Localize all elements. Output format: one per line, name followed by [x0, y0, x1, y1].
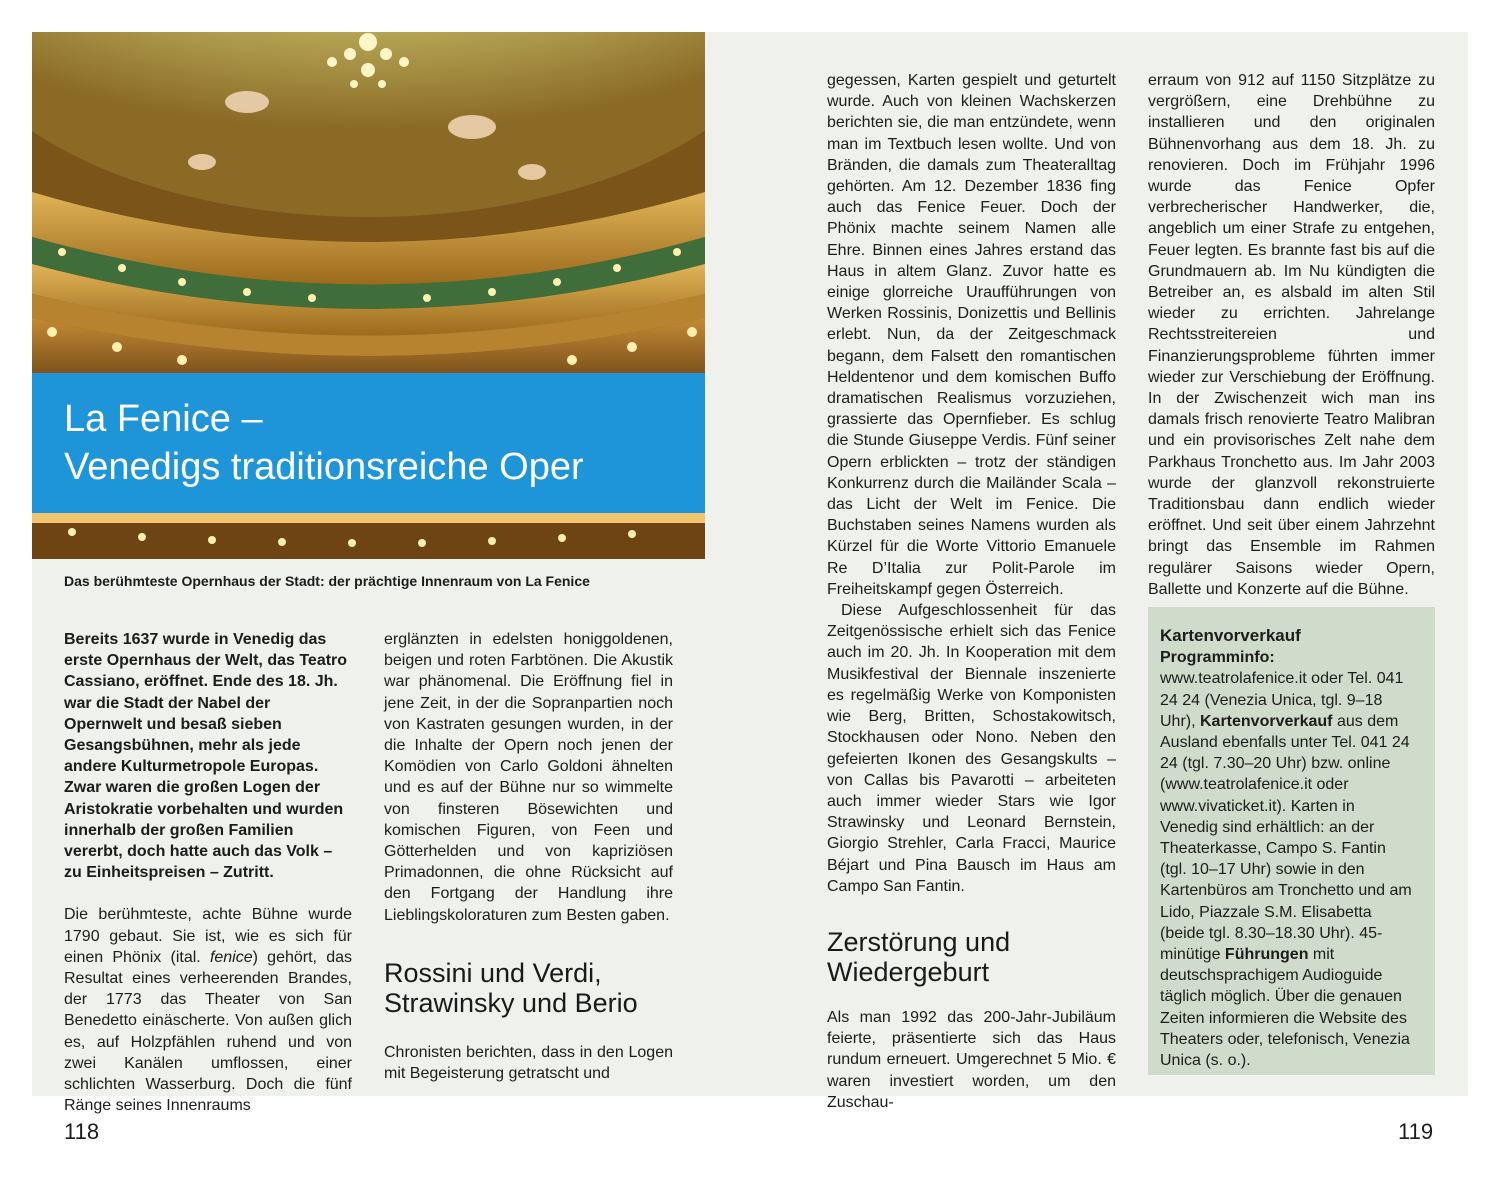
paragraph: Als man 1992 das 200-Jahr-Jubiläum feierte, präsentierte sich das Haus rundum erneuert. Umgerechnet 5 Mio. € waren investiert worden, um den Zuschau-	[827, 1008, 1116, 1111]
column-4	[1148, 70, 1435, 600]
page-number-right: 119	[1398, 1119, 1434, 1144]
paragraph: erglänzten in edelsten honiggoldenen, beigen und roten Farbtönen. Die Akustik war phänomenal. Die Eröffnung fiel in jene Zeit, in der die Sopranpartien noch von Kastraten gesungen wurden, in der die Inhalte der Opern noch jenen der Komödien von Carlo Goldoni ähnelten und es auf der Bühne nur so wimmelte von finsteren Bösewichten und komischen Figuren, von Feen und Götterhelden und von kapriziösen Primadonnen, die ohne Rücksicht auf den Fortgang der Handlung ihre Lieblingskoloraturen zum Besten gaben.	[384, 631, 673, 924]
paragraph: gegessen, Karten gespielt und geturtelt wurde. Auch von kleinen Wachskerzen berichten sie, die man entzündete, wenn man im Textbuch lesen wollte. Und von Bränden, die damals zum Theateralltag gehörten. Am 12. Dezember 1836 fing auch das Fenice Feuer. Doch der Phönix machte seinem Namen alle Ehre. Binnen eines Jahres erstand das Haus in altem Glanz. Zuvor hatte es einige glorreiche Uraufführungen von Werken Rossinis, Donizettis und Bellinis erlebt. Nun, da der Zeitgeschmack begann, dem Falsett den romantischen Heldentenor und dem komischen Buffo dramatischen Realismus vorzuziehen, grassierte das Opernfieber. Es schlug die Stunde Giuseppe Verdis. Fünf seiner Opern erblickten – trotz der ständigen Konkurrenz durch die Mailänder Scala – das Licht der Welt im Fenice. Die Buchstaben seines Namens wurden als Kürzel für die Worte Vittorio Emanuele Re D’Italia zur Polit-Parole im Freiheitskampf gegen Österreich.	[827, 72, 1116, 598]
lead-paragraph: Bereits 1637 wurde in Venedig das erste Opernhaus der Welt, das Teatro Cassiano, eröffnet. Ende des 18. Jh. war die Stadt der Nabel der Opernwelt und besaß sieben Gesangsbühnen, mehr als jede andere Kulturmetropole Europas. Zwar waren die großen Logen der Aristokratie vorbehalten und wurden innerhalb der großen Familien vererbt, doch hatte auch das Volk – zu Einheitspreisen – Zutritt.	[64, 631, 348, 882]
page-title	[64, 395, 584, 491]
info-box-ticket-sales	[1148, 607, 1435, 1075]
section-heading: Zerstörung und Wiedergeburt	[827, 926, 1011, 987]
column-2	[384, 629, 673, 1084]
column-3	[827, 70, 1116, 1113]
title-line-2: Venedigs traditionsreiche Oper	[64, 446, 584, 488]
paragraph: erraum von 912 auf 1150 Sitzplätze zu vergrößern, eine Drehbühne zu installieren und den originalen Bühnenvorhang aus dem 18. Jh. zu renovieren. Doch im Frühjahr 1996 wurde das Fenice Opfer verbrecherischer Handwerker, die, angeblich um einer Strafe zu entgehen, Feuer legten. Es brannte fast bis auf die Grundmauern ab. Im Nu kündigten die Betreiber an, es alsbald im alten Stil wieder zu errichten. Jahrelange Rechtsstreitereien und Finanzierungsprobleme führten immer wieder zur Verschiebung der Eröffnung. In der Zwischenzeit wich man ins damals frisch renovierte Teatro Malibran und ein provisorisches Zelt nahe dem Parkhaus Tronchetto aus. Im Jahr 2003 wurde der glanzvoll rekonstruierte Traditionsbau dann endlich wieder eröffnet. Und seit über einem Jahrzehnt bringt das Ensemble im Rahmen regulärer Saisons wieder Opern, Ballette und Konzerte auf die Bühne.	[1148, 72, 1435, 598]
paragraph: Diese Aufgeschlossenheit für das Zeitgenössische erhielt sich das Fenice auch im 20. Jh. In Kooperation mit dem Musikfestival der Biennale inszenierte es regelmäßig Werke von Komponisten wie Berg, Britten, Schostakowitsch, Stockhausen oder Nono. Neben den gefeierten Ikonen des Gesangskults – von Callas bis Pavarotti – arbeiteten auch immer wieder Stars wie Igor Strawinsky und Leonard Bernstein, Giorgio Strehler, Carla Fracci, Maurice Béjart und Pina Bausch im Haus am Campo San Fantin.	[827, 602, 1116, 895]
italic-term: fenice	[209, 948, 253, 966]
info-box-text: Programminfo: www.teatrolafenice.it oder Tel. 041 24 24 (Venezia Unica, tgl. 9–18 Uhr), Kartenvorverkauf aus dem Ausland ebenfalls unter Tel. 041 24 24 (tgl. 7.30–20 Uhr) bzw. online (www.teatrolafenice.it oder www.vivaticket.it). Karten in Venedig sind erhältlich: an der Theaterkasse, Campo S. Fantin (tgl. 10–17 Uhr) sowie in den Kartenbüros am Tronchetto und am Lido, Piazzale S.M. Elisabetta (beide tgl. 8.30–18.30 Uhr). 45-minütige Führungen mit deutschsprachigem Audioguide täglich möglich. Über die genauen Zeiten informieren die Website des Theaters oder, telefonisch, Venezia Unica (s. o.).	[1160, 649, 1412, 1070]
info-box-heading: Kartenvorverkauf	[1160, 626, 1301, 645]
title-band	[32, 373, 705, 513]
title-line-1: La Fenice –	[64, 398, 263, 440]
column-1	[64, 629, 352, 1116]
section-heading: Rossini und Verdi, Strawinsky und Berio	[384, 957, 638, 1018]
paragraph: Chronisten berichten, dass in den Logen mit Begeisterung getratscht und	[384, 1043, 673, 1083]
photo-caption: Das berühmteste Opernhaus der Stadt: der prächtige Innenraum von La Fenice	[64, 573, 590, 589]
paragraph: Die berühmteste, achte Bühne wurde 1790 gebaut. Sie ist, wie es sich für einen Phönix (ital. fenice) gehört, das Resultat eines verheerenden Brandes, der 1773 das Theater von San Benedetto einäscherte. Von außen glich es, auf Holzpfählen ruhend und von zwei Kanälen umflossen, einer schlichten Wasserburg. Doch die fünf Ränge seines Innenraums	[64, 906, 352, 1115]
page-number-left: 118	[64, 1119, 100, 1144]
